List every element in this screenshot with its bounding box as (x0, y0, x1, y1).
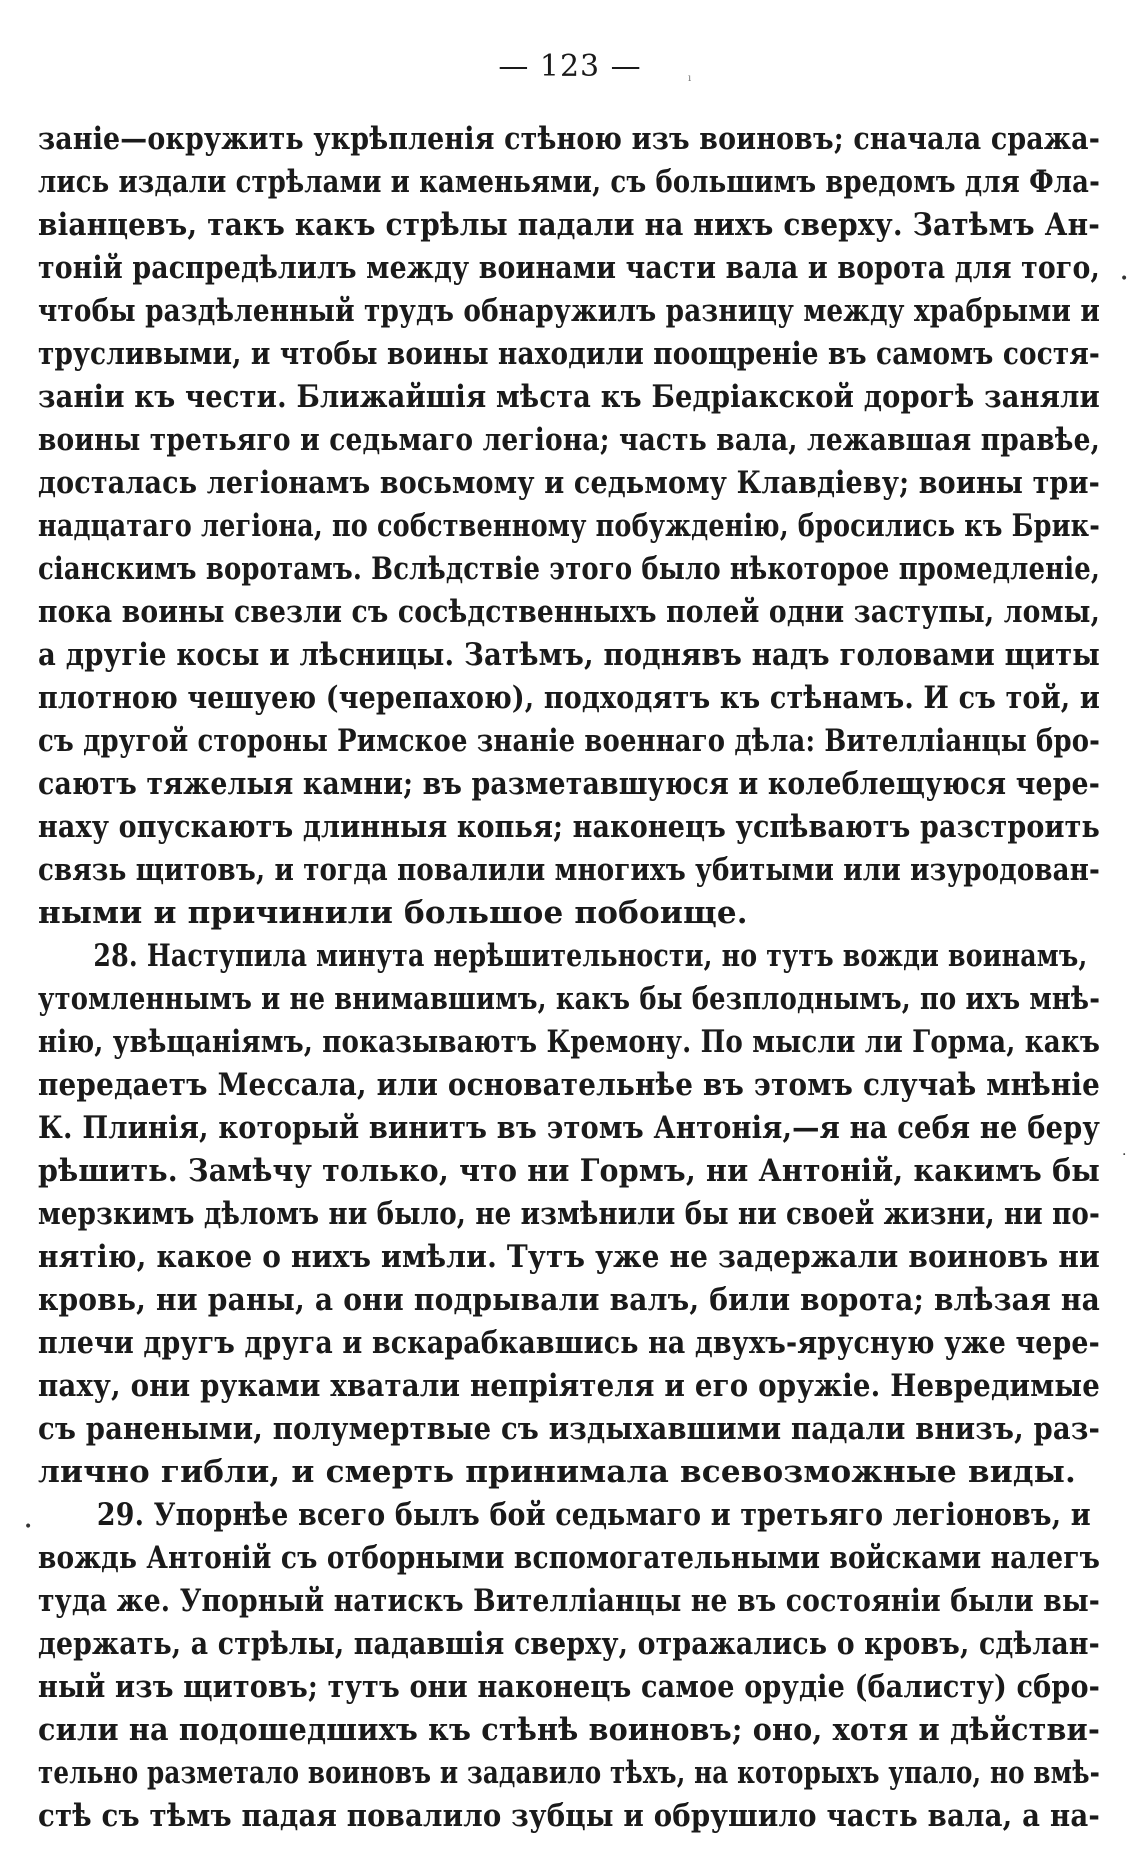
text-line: К. Плинія, который винитъ въ этомъ Антонія,—я на себя не беру (38, 1110, 1101, 1146)
text-line: трусливыми, и чтобы воины находили поощреніе въ самомъ состя- (38, 336, 1101, 372)
text-line: тоній распредѣлилъ между воинами части вала и ворота для того, (38, 250, 1100, 286)
margin-mark-right-upper: • (1120, 271, 1129, 287)
text-line: нію, увѣщаніямъ, показываютъ Кремону. По мысли ли Горма, какъ (38, 1024, 1101, 1060)
text-line: а другіе косы и лѣсницы. Затѣмъ, поднявъ надъ головами щиты (38, 637, 1100, 673)
margin-mark-left: • (24, 1519, 33, 1535)
text-line: плечи другъ друга и вскарабкавшись на двухъ-ярусную уже чере- (38, 1325, 1100, 1361)
text-line: паху, они руками хватали непріятеля и его оружіе. Невредимые (38, 1368, 1101, 1404)
text-line: заніе—окружить укрѣпленія стѣною изъ воиновъ; сначала сража- (38, 121, 1101, 157)
text-line: стѣ съ тѣмъ падая повалило зубцы и обрушило часть вала, а на- (38, 1798, 1100, 1834)
text-line: надцатаго легіона, по собственному побужденію, бросились къ Брик- (38, 508, 1101, 544)
text-line: ный изъ щитовъ; тутъ они наконецъ самое орудіе (балисту) сбро- (38, 1669, 1101, 1705)
text-line: связь щитовъ, и тогда повалили многихъ убитыми или изуродован- (38, 852, 1101, 888)
text-line: досталась легіонамъ восьмому и седьмому Клавдіеву; воины три- (38, 465, 1100, 501)
text-line: плотною чешуею (черепахою), подходятъ къ стѣнамъ. И съ той, и (38, 680, 1100, 716)
text-line: тельно разметало воиновъ и задавило тѣхъ, на которыхъ упало, но вмѣ- (38, 1755, 1101, 1791)
text-line: пока воины свезли съ сосѣдственныхъ полей одни заступы, ломы, (38, 594, 1101, 630)
text-line: туда же. Упорный натискъ Вителліанцы не въ состояніи были вы- (38, 1583, 1101, 1619)
text-line: чтобы раздѣленный трудъ обнаружилъ разницу между храбрыми и (38, 293, 1100, 329)
text-line: съ другой стороны Римское знаніе военнаго дѣла: Вителліанцы бро- (38, 723, 1101, 759)
text-line: сили на подошедшихъ къ стѣнѣ воиновъ; оно, хотя и дѣйстви- (38, 1712, 1101, 1748)
text-line: мерзкимъ дѣломъ ни было, не измѣнили бы ни своей жизни, ни по- (38, 1196, 1101, 1232)
text-line: саютъ тяжелыя камни; въ разметавшуюся и колеблещуюся чере- (38, 766, 1100, 802)
text-line: лись издали стрѣлами и каменьями, съ большимъ вредомъ для Фла- (38, 164, 1100, 200)
text-line: утомленнымъ и не внимавшимъ, какъ бы безплоднымъ, по ихъ мнѣ- (38, 981, 1101, 1017)
text-line: сіанскимъ воротамъ. Вслѣдствіе этого было нѣкоторое промедленіе, (38, 551, 1101, 587)
text-line: передаетъ Мессала, или основательнѣе въ этомъ случаѣ мнѣніе (38, 1067, 1101, 1103)
paragraph-28-start: 28. Наступила минута нерѣшительности, но тутъ вожди воинамъ, (93, 938, 1088, 974)
paragraph-29-start: 29. Упорнѣе всего былъ бой седьмаго и третьяго легіоновъ, и (96, 1497, 1091, 1533)
margin-mark-right-lower: · (1122, 1147, 1127, 1163)
margin-mark-top: ı (688, 73, 692, 84)
text-line: нятію, какое о нихъ имѣли. Тутъ уже не задержали воиновъ ни (38, 1239, 1100, 1275)
page-number: — 123 — (498, 49, 642, 84)
text-line: держать, а стрѣлы, падавшія сверху, отражались о кровъ, сдѣлан- (38, 1626, 1100, 1662)
text-line: заніи къ чести. Ближайшія мѣста къ Бедріакской дорогѣ заняли (38, 379, 1100, 415)
text-line: наху опускаютъ длинныя копья; наконецъ успѣваютъ разстроить (38, 809, 1100, 845)
text-line: воины третьяго и седьмаго легіона; часть вала, лежавшая правѣе, (38, 422, 1100, 458)
text-line: лично гибли, и смерть принимала всевозможные виды. (38, 1454, 1077, 1490)
text-line: вождь Антоній съ отборными вспомогательными войсками налегъ (38, 1540, 1101, 1576)
text-line: віанцевъ, такъ какъ стрѣлы падали на нихъ сверху. Затѣмъ Ан- (38, 207, 1101, 243)
body-text (38, 118, 1100, 1838)
text-line: ными и причинили большое побоище. (38, 895, 748, 931)
text-line: съ ранеными, полумертвые съ издыхавшими падали внизъ, раз- (38, 1411, 1101, 1447)
text-line: рѣшить. Замѣчу только, что ни Гормъ, ни Антоній, какимъ бы (38, 1153, 1101, 1189)
text-line: кровь, ни раны, а они подрывали валъ, били ворота; влѣзая на (38, 1282, 1101, 1318)
